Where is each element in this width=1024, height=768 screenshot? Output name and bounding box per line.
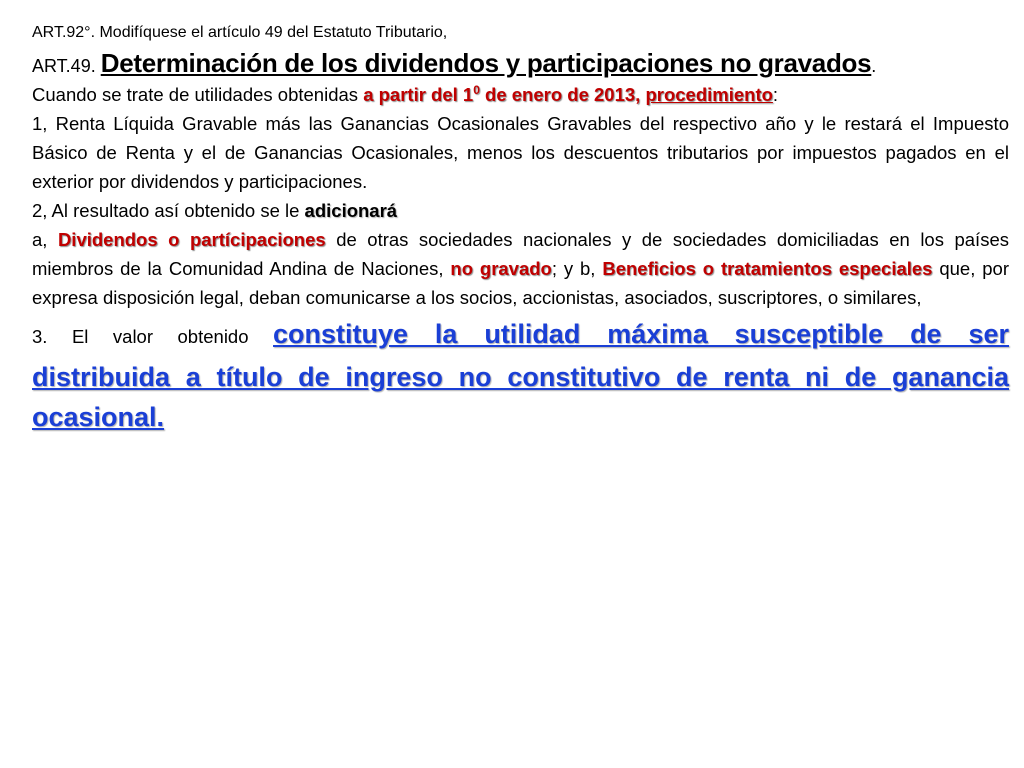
intro-colon: : <box>772 84 779 105</box>
art49-heading-line <box>32 46 1009 80</box>
intro-line <box>32 80 1009 109</box>
step3-emphasis-1: constituye la utilidad máxima susceptible de ser <box>273 319 1009 349</box>
art92-line <box>32 20 1009 46</box>
slide-content <box>32 20 1009 437</box>
art49-prefix: ART.49. <box>32 56 101 76</box>
art49-suffix: . <box>871 56 877 76</box>
intro-procedure: procedimiento <box>645 84 773 105</box>
no-gravado-term: no gravado <box>450 258 552 279</box>
step2-keyword: adicionará <box>304 200 398 221</box>
item-a-term: Dividendos o partícipaciones <box>57 229 326 250</box>
art49-heading: Determinación de los dividendos y participaciones no gravados <box>100 48 872 78</box>
items-paragraph: a, Dividendos o partícipaciones de otras sociedades nacionales y de sociedades domiciliadas en los países miembros de la Comunidad Andina de Naciones, no gravado; y b, Beneficios o tratamientos especiales que, por expresa disposición legal, deban comunicarse a los socios, accionistas, asociados, suscriptores, o similares, <box>32 229 1009 308</box>
step3-prefix: 3. El valor obtenido <box>32 326 274 347</box>
step1-paragraph: 1, Renta Líquida Gravable más las Ganancias Ocasionales Gravables del respectivo año y le restará el Impuesto Básico de Renta y el de Ganancias Ocasionales, menos los descuentos tributarios por impuestos pagados en el exterior por dividendos y participaciones. <box>32 113 1009 192</box>
step2-paragraph: 2, Al resultado así obtenido se le adicionará <box>32 200 398 221</box>
step3-first-line <box>32 314 1009 357</box>
art92-text: ART.92°. Modifíquese el artículo 49 del Estatuto Tributario, <box>32 24 448 41</box>
intro-date: a partir del $1^0$ de enero de 2013, procedimiento <box>363 82 773 105</box>
step3-emphasis-2: distribuida a título de ingreso no constitutivo de renta ni de ganancia ocasional. <box>32 362 1009 432</box>
intro-text: Cuando se trate de utilidades obtenidas <box>32 84 364 105</box>
item-b-term: Beneficios o tratamientos especiales <box>602 258 933 279</box>
